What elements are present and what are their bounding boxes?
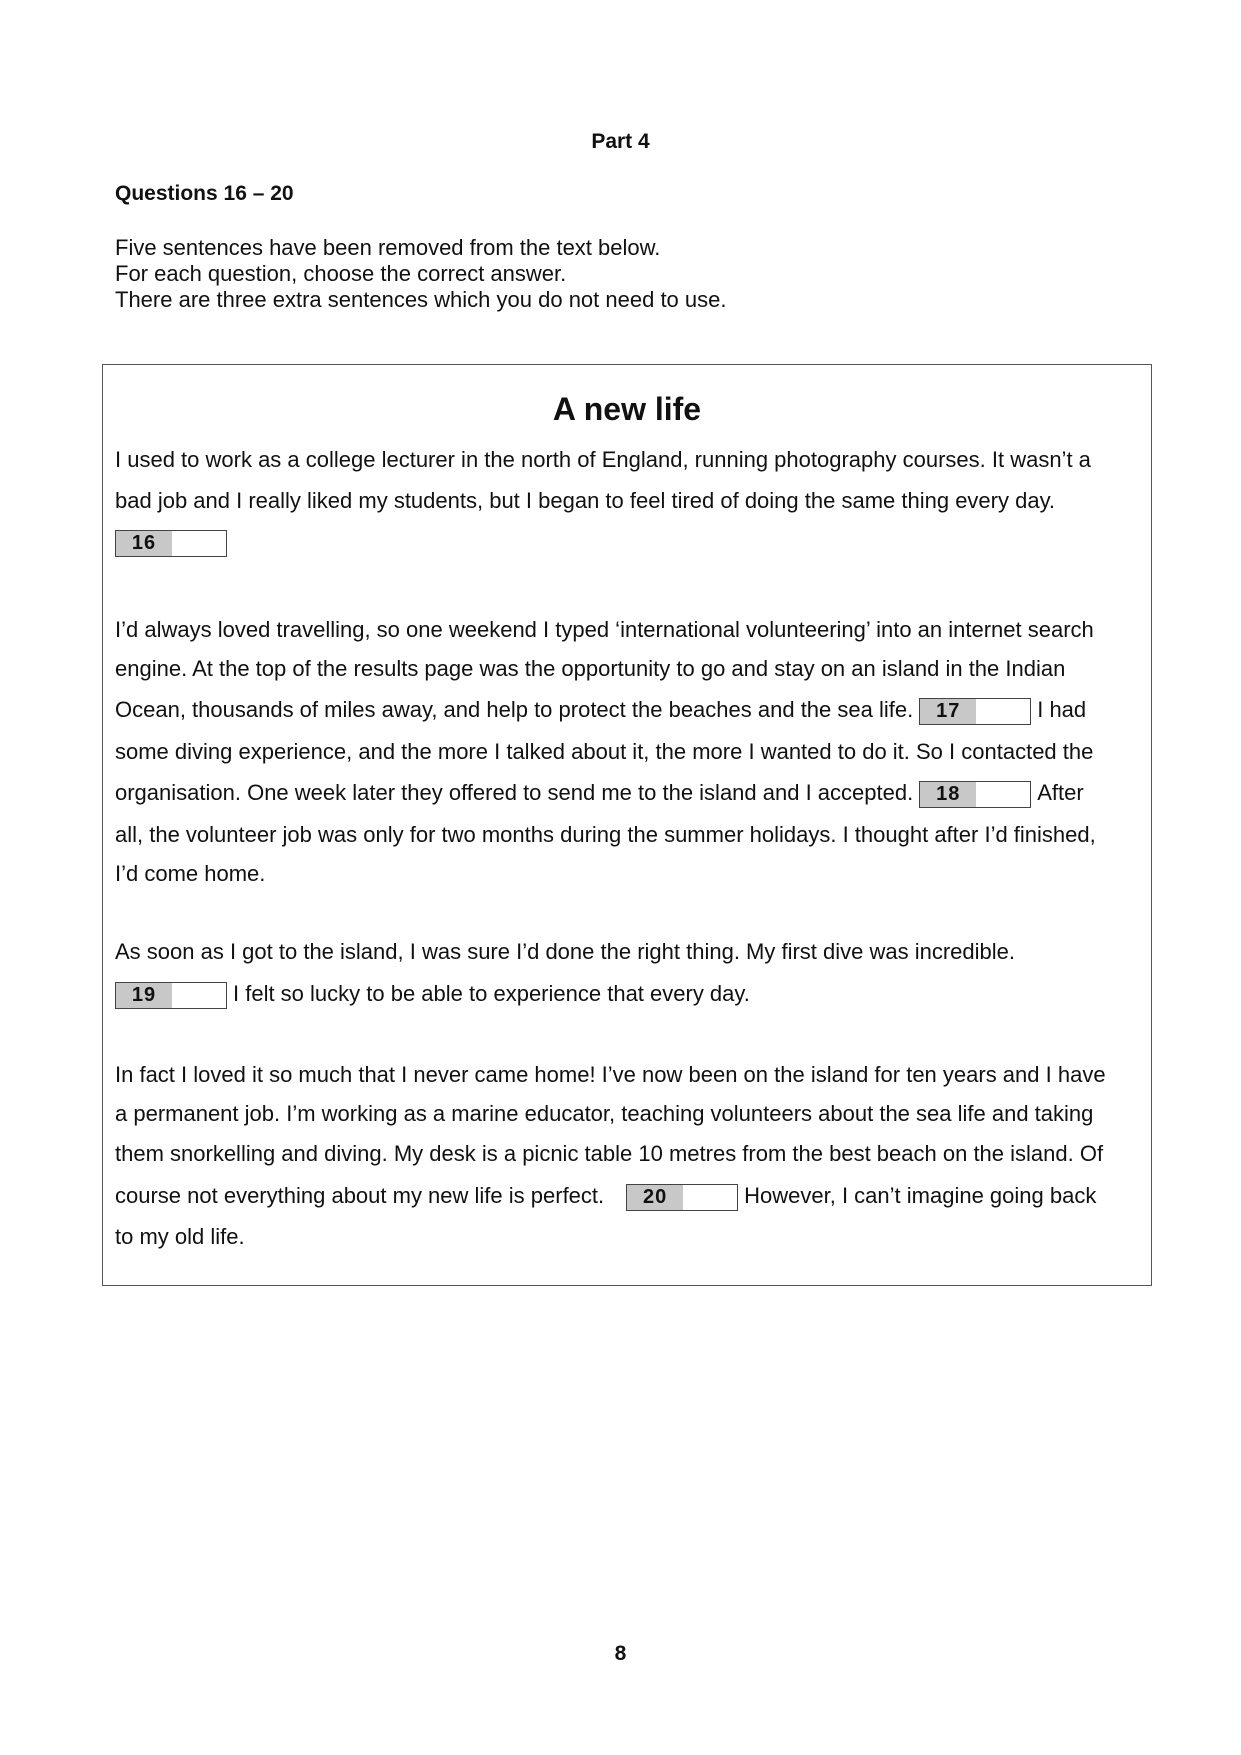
gap-number: 18 bbox=[920, 782, 976, 807]
answer-gap-17[interactable] bbox=[919, 698, 1031, 725]
text-line: some diving experience, and the more I talked about it, the more I wanted to do it. So I contacted the bbox=[115, 739, 1094, 764]
text-segment: After bbox=[1037, 780, 1084, 805]
text-line: a permanent job. I’m working as a marine educator, teaching volunteers about the sea life and taking bbox=[115, 1101, 1094, 1126]
article-title: A new life bbox=[552, 391, 702, 427]
answer-gap-19[interactable] bbox=[115, 982, 227, 1009]
article-box bbox=[102, 364, 1152, 1286]
part-title: Part 4 bbox=[591, 130, 650, 153]
text-line: them snorkelling and diving. My desk is a picnic table 10 metres from the best beach on the island. Of bbox=[115, 1141, 1104, 1166]
instructions bbox=[115, 235, 727, 313]
gap-number: 17 bbox=[920, 699, 976, 724]
instruction-line: For each question, choose the correct answer. bbox=[115, 261, 567, 286]
answer-gap-16[interactable] bbox=[115, 530, 227, 557]
text-line: all, the volunteer job was only for two months during the summer holidays. I thought after I’d finished, bbox=[115, 822, 1096, 847]
gap-number: 16 bbox=[116, 531, 172, 556]
gap-number: 20 bbox=[627, 1185, 683, 1210]
text-line bbox=[115, 979, 750, 1009]
gap-line bbox=[115, 527, 233, 557]
text-segment: Ocean, thousands of miles away, and help to protect the beaches and the sea life. bbox=[115, 697, 914, 722]
text-segment: I had bbox=[1037, 697, 1087, 722]
text-segment: course not everything about my new life is perfect. bbox=[115, 1183, 605, 1208]
questions-heading: Questions 16 – 20 bbox=[115, 182, 294, 205]
text-line bbox=[115, 695, 1086, 725]
text-line: In fact I loved it so much that I never came home! I’ve now been on the island for ten years and I have bbox=[115, 1062, 1106, 1087]
page-number: 8 bbox=[614, 1642, 627, 1665]
text-segment: organisation. One week later they offered to send me to the island and I accepted. bbox=[115, 780, 914, 805]
text-line: to my old life. bbox=[115, 1224, 245, 1249]
instruction-line: There are three extra sentences which you do not need to use. bbox=[115, 287, 727, 312]
text-segment: I felt so lucky to be able to experience that every day. bbox=[233, 981, 750, 1006]
text-line: I’d come home. bbox=[115, 861, 266, 886]
text-line: As soon as I got to the island, I was sure I’d done the right thing. My first dive was incredible. bbox=[115, 939, 1016, 964]
text-line: bad job and I really liked my students, but I began to feel tired of doing the same thing every day. bbox=[115, 488, 1056, 513]
instruction-line: Five sentences have been removed from the text below. bbox=[115, 235, 661, 260]
text-line bbox=[115, 1181, 1096, 1211]
gap-number: 19 bbox=[116, 983, 172, 1008]
text-line bbox=[115, 778, 1084, 808]
answer-gap-20[interactable] bbox=[626, 1184, 738, 1211]
text-line: engine. At the top of the results page was the opportunity to go and stay on an island in the Indian bbox=[115, 656, 1066, 681]
text-line: I used to work as a college lecturer in the north of England, running photography courses. It wasn’t a bbox=[115, 447, 1091, 472]
text-segment: However, I can’t imagine going back bbox=[744, 1183, 1097, 1208]
answer-gap-18[interactable] bbox=[919, 781, 1031, 808]
text-line: I’d always loved travelling, so one weekend I typed ‘international volunteering’ into an internet search bbox=[115, 617, 1094, 642]
